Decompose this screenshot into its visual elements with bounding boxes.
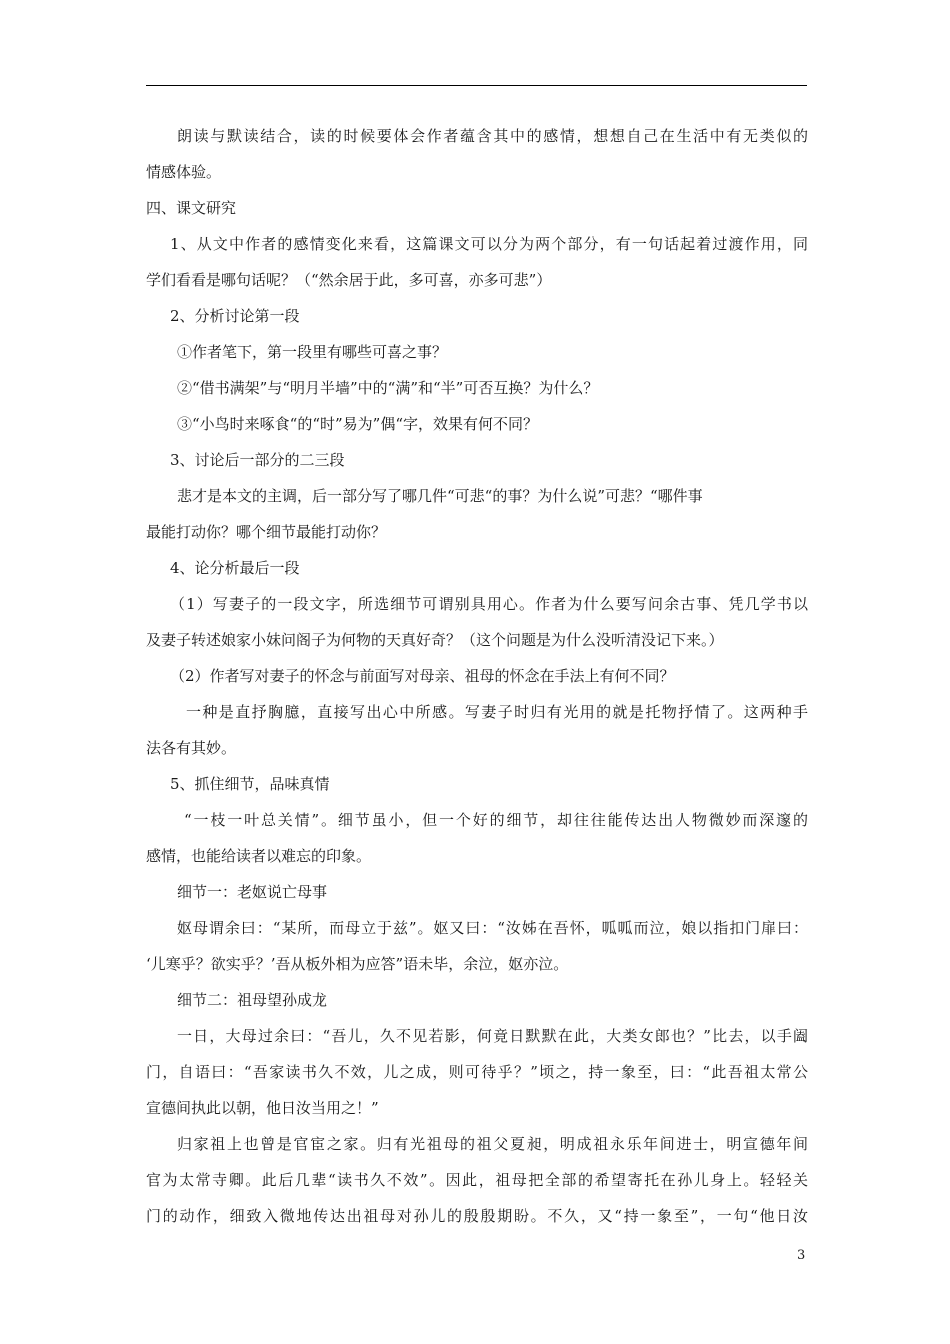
text-line: 1、从文中作者的感情变化来看，这篇课文可以分为两个部分，有一句话起着过渡作用，同 (170, 235, 808, 253)
text-line: ②“借书满架”与“明月半墙”中的“满”和“半”可否互换？为什么？ (177, 379, 599, 397)
header-rule (146, 85, 807, 86)
text-line: 细节一：老妪说亡母事 (177, 883, 328, 901)
text-line: 细节二：祖母望孙成龙 (177, 991, 328, 1009)
page-number: 3 (797, 1248, 806, 1263)
text-line: 情感体验。 (146, 163, 222, 181)
text-line: ‘儿寒乎？欲实乎？’吾从板外相为应答”语未毕，余泣，妪亦泣。 (146, 955, 569, 973)
text-line: 一日，大母过余曰：“吾儿，久不见若影，何竟日默默在此，大类女郎也？”比去，以手阖 (177, 1027, 808, 1045)
text-line: 四、课文研究 (146, 199, 237, 217)
text-line: 朗读与默读结合，读的时候要体会作者蕴含其中的感情，想想自己在生活中有无类似的 (177, 127, 808, 145)
text-line: 及妻子转述娘家小妹问阁子为何物的天真好奇？（这个问题是为什么没听清没记下来。） (146, 631, 724, 649)
text-line: ③“小鸟时来啄食“的“时”易为”偶“字，效果有何不同？ (177, 415, 539, 433)
text-line: 4、论分析最后一段 (170, 559, 300, 577)
text-line: 妪母谓余曰：“某所，而母立于兹”。妪又曰：“汝姊在吾怀，呱呱而泣，娘以指扣门扉曰： (177, 919, 808, 937)
document-body (146, 118, 808, 1234)
text-line: （2）作者写对妻子的怀念与前面写对母亲、祖母的怀念在手法上有何不同？ (170, 667, 675, 685)
text-line: ①作者笔下，第一段里有哪些可喜之事？ (177, 343, 448, 361)
text-line: 法各有其妙。 (146, 739, 237, 757)
text-line: 宣德间执此以朝，他日汝当用之！” (146, 1099, 379, 1117)
text-line: 学们看看是哪句话呢？（“然余居于此，多可喜，亦多可悲”） (146, 271, 552, 289)
text-line: 最能打动你？哪个细节最能打动你？ (146, 523, 387, 541)
text-line: 一种是直抒胸臆，直接写出心中所感。写妻子时归有光用的就是托物抒情了。这两种手 (186, 703, 808, 721)
text-line: 悲才是本文的主调，后一部分写了哪几件“可悲“的事？为什么说”可悲？“哪件事 (177, 487, 703, 505)
text-line: 感情，也能给读者以难忘的印象。 (146, 847, 372, 865)
text-line: 5、抓住细节，品味真情 (170, 775, 330, 793)
text-line: 归家祖上也曾是官宦之家。归有光祖母的祖父夏昶，明成祖永乐年间进士，明宣德年间 (177, 1135, 808, 1153)
text-line: （1）写妻子的一段文字，所选细节可谓别具用心。作者为什么要写问余古事、凭几学书以 (170, 595, 808, 613)
text-line: 官为太常寺卿。此后几辈“读书久不效”。因此，祖母把全部的希望寄托在孙儿身上。轻轻关 (146, 1171, 808, 1189)
text-line: 3、讨论后一部分的二三段 (170, 451, 345, 469)
text-line: 门的动作，细致入微地传达出祖母对孙儿的殷殷期盼。不久，又“持一象至”，一句“他日汝 (146, 1207, 808, 1225)
text-line: 门，自语曰：“吾家读书久不效，儿之成，则可待乎？”顷之，持一象至，曰：“此吾祖太常公 (146, 1063, 808, 1081)
text-line: 2、分析讨论第一段 (170, 307, 300, 325)
text-line: “一枝一叶总关情”。细节虽小，但一个好的细节，却往往能传达出人物微妙而深邃的 (184, 811, 808, 829)
